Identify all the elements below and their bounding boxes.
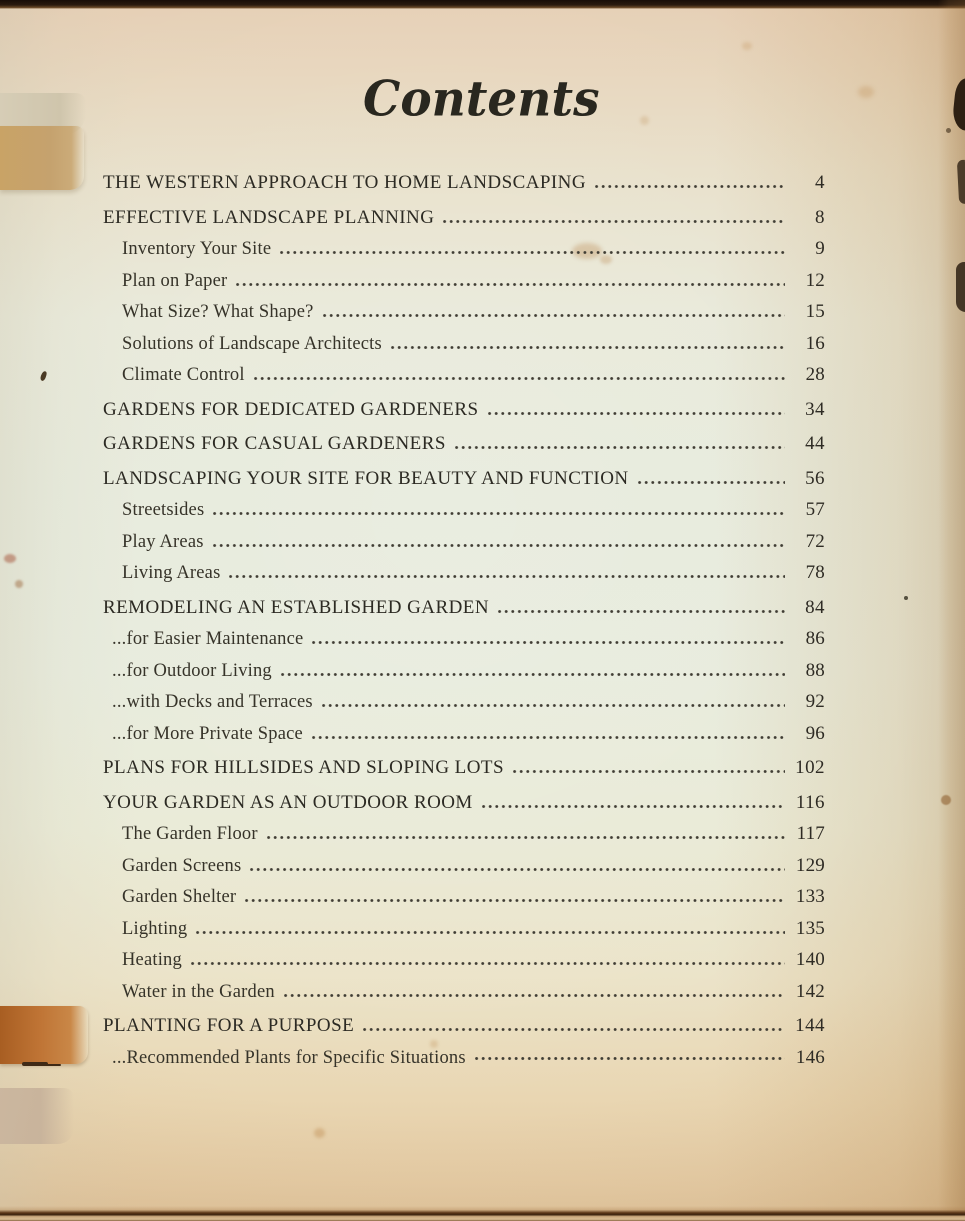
toc-entry-label: ...with Decks and Terraces [112,692,313,712]
toc-entry-page-number: 4 [815,172,825,193]
dot-leader [455,444,785,451]
toc-entry-label: ...for Outdoor Living [112,660,272,681]
table-of-contents [103,172,825,1068]
dot-leader [482,803,785,810]
toc-entry-label: GARDENS FOR CASUAL GARDENERS [103,433,446,454]
toc-entry [103,757,825,778]
dot-leader [236,281,785,288]
ink-mark [22,1062,48,1066]
toc-entry [122,499,825,520]
tape-remnant [0,1088,74,1144]
toc-entry [122,562,825,583]
toc-entry-page-number: 96 [805,722,825,744]
dot-leader [595,183,785,190]
toc-entry-label: YOUR GARDEN AS AN OUTDOOR ROOM [103,791,473,813]
toc-entry [122,981,825,1002]
toc-entry-label: Lighting [122,918,188,939]
toc-entry-label: REMODELING AN ESTABLISHED GARDEN [103,596,490,618]
foxing-spot [15,580,23,588]
dot-leader [213,542,785,549]
dot-leader [284,992,785,999]
toc-entry-label: EFFECTIVE LANDSCAPE PLANNING [103,206,435,228]
toc-entry-label: Plan on Paper [122,270,228,291]
toc-entry-page-number: 88 [805,659,825,681]
dot-leader [312,639,785,646]
foxing-spot [640,116,649,125]
toc-entry-page-number: 140 [795,949,825,970]
toc-entry-page-number: 57 [805,499,825,520]
toc-entry [103,1015,825,1036]
toc-entry-page-number: 116 [795,791,825,813]
scan-edge-bottom [0,1206,965,1221]
foxing-spot [941,795,951,805]
dot-leader [280,249,785,256]
dot-leader [391,344,785,351]
tape-remnant [0,1006,88,1064]
dot-leader [475,1057,785,1060]
toc-entry-page-number: 72 [805,530,825,552]
toc-entry [103,433,825,454]
toc-entry [122,238,825,259]
toc-entry-page-number: 142 [795,980,825,1002]
toc-entry [122,855,825,876]
dot-leader [638,479,785,486]
toc-entry [112,628,825,649]
toc-entry-page-number: 28 [805,364,825,385]
toc-entry [103,207,825,228]
dot-leader [267,834,785,841]
foxing-spot [742,42,752,50]
toc-entry [112,1047,825,1068]
toc-entry-label: Streetsides [122,500,205,520]
toc-entry-page-number: 56 [805,467,825,489]
toc-entry [122,886,825,907]
dot-leader [213,510,785,517]
toc-entry [103,172,825,193]
dot-leader [196,929,785,936]
toc-entry [103,468,825,489]
toc-entry-label: ...for Easier Maintenance [112,629,304,649]
dot-leader [498,608,785,615]
toc-entry-label: GARDENS FOR DEDICATED GARDENERS [103,398,479,420]
toc-entry-label: PLANTING FOR A PURPOSE [103,1015,355,1036]
toc-entry [122,531,825,552]
toc-entry-label: Water in the Garden [122,981,275,1002]
toc-entry [112,691,825,712]
foxing-spot [4,554,16,563]
toc-entry-page-number: 92 [805,691,825,712]
toc-entry [122,333,825,354]
dot-leader [443,218,785,225]
ink-speck [904,596,908,600]
dot-leader [229,573,785,580]
toc-entry-label: The Garden Floor [122,824,258,844]
toc-entry-label: Garden Shelter [122,887,237,907]
toc-entry [103,597,825,618]
toc-entry-label: ...Recommended Plants for Specific Situations [112,1047,466,1068]
toc-entry-label: Living Areas [122,563,221,583]
toc-entry [122,918,825,939]
toc-entry [112,660,825,681]
toc-entry-label: ...for More Private Space [112,723,303,744]
toc-entry-page-number: 86 [805,628,825,649]
toc-entry [112,723,825,744]
toc-entry [122,823,825,844]
toc-entry-page-number: 16 [805,332,825,354]
toc-entry-label: LANDSCAPING YOUR SITE FOR BEAUTY AND FUNCTION [103,467,629,489]
ink-speck [946,128,951,133]
toc-entry-page-number: 129 [795,854,825,876]
toc-entry-label: Solutions of Landscape Architects [122,333,382,354]
toc-entry-page-number: 102 [795,757,825,778]
torn-edge-mark [957,160,965,204]
dot-leader [191,960,785,967]
dot-leader [363,1026,785,1033]
page-title: Contents [363,70,600,128]
dot-leader [250,866,785,873]
dot-leader [281,671,785,678]
toc-entry-page-number: 84 [805,596,825,618]
dot-leader [245,897,785,904]
toc-entry-page-number: 9 [815,238,825,259]
toc-entry [122,270,825,291]
toc-entry-page-number: 15 [805,301,825,322]
toc-entry-label: THE WESTERN APPROACH TO HOME LANDSCAPING [103,172,587,193]
foxing-spot [858,86,874,98]
toc-entry-label: Climate Control [122,365,245,385]
dot-leader [322,702,785,709]
toc-entry-label: Inventory Your Site [122,239,272,259]
dot-leader [488,410,786,417]
foxing-spot [314,1128,325,1138]
toc-entry-page-number: 78 [805,562,825,583]
toc-entry-page-number: 12 [805,269,825,291]
toc-entry-page-number: 117 [796,823,825,844]
ink-speck [40,370,48,381]
toc-entry [122,301,825,322]
tape-remnant [0,126,84,190]
toc-entry-page-number: 135 [795,917,825,939]
toc-entry [103,399,825,420]
dot-leader [513,768,785,775]
scan-edge-top [0,0,965,9]
toc-entry [122,364,825,385]
toc-entry-label: Play Areas [122,531,204,552]
toc-entry-page-number: 146 [795,1046,825,1068]
dot-leader [254,375,785,382]
torn-edge-mark [956,262,965,312]
toc-entry-page-number: 144 [795,1015,825,1036]
dot-leader [312,734,785,741]
toc-entry-label: What Size? What Shape? [122,302,314,322]
dot-leader [323,312,785,319]
toc-entry-page-number: 133 [795,886,825,907]
toc-entry [122,949,825,970]
toc-entry-label: PLANS FOR HILLSIDES AND SLOPING LOTS [103,757,504,778]
toc-entry [103,792,825,813]
toc-entry-label: Garden Screens [122,855,242,876]
toc-entry-label: Heating [122,950,182,970]
toc-entry-page-number: 34 [805,398,825,420]
toc-entry-page-number: 44 [805,433,825,454]
toc-entry-page-number: 8 [815,206,825,228]
